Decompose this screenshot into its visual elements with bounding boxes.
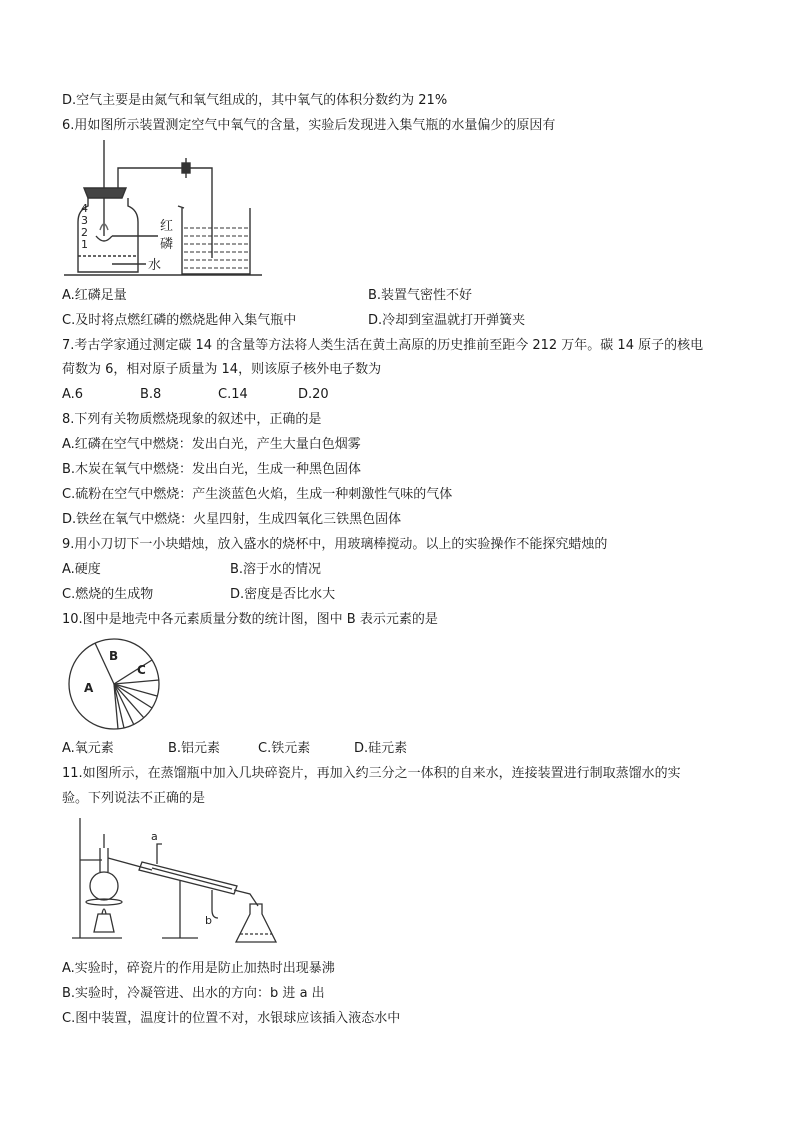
q6-scale-1: 1 — [81, 238, 88, 251]
q11-label-a: a — [151, 830, 158, 843]
q10-option-a: A.氧元素 — [62, 741, 114, 756]
q9-stem: 9.用小刀切下一小块蜡烛，放入盛水的烧杯中，用玻璃棒搅动。以上的实验操作不能探究蜡烛的 — [62, 537, 608, 552]
q6-option-c: C.及时将点燃红磷的燃烧匙伸入集气瓶中 — [62, 313, 297, 328]
q7-stem-line-2: 荷数为 6，相对原子质量为 14，则该原子核外电子数为 — [62, 362, 382, 377]
q11-stem-line-2: 验。下列说法不正确的是 — [62, 791, 206, 806]
q11-option-b: B.实验时，冷凝管进、出水的方向：b 进 a 出 — [62, 986, 325, 1001]
q11-distillation-figure — [62, 814, 282, 948]
q6-label-phosphorus: 磷 — [160, 237, 174, 252]
q9-option-c: C.燃烧的生成物 — [62, 587, 154, 602]
q10-option-c: C.铁元素 — [258, 741, 311, 756]
q10-pie-divider-bc — [114, 660, 152, 684]
q8-stem: 8.下列有关物质燃烧现象的叙述中，正确的是 — [62, 412, 322, 427]
q6-option-b: B.装置气密性不好 — [368, 288, 473, 303]
q6-label-red: 红 — [160, 219, 174, 234]
q6-apparatus-figure — [62, 138, 267, 280]
q6-beaker-water — [184, 228, 248, 268]
q10-pie-label-b: B — [109, 649, 119, 663]
q7-option-a: A.6 — [62, 387, 84, 402]
q8-option-b: B.木炭在氧气中燃烧：发出白光，生成一种黑色固体 — [62, 462, 362, 477]
q10-option-b: B.铝元素 — [168, 741, 221, 756]
q9-option-d: D.密度是否比水大 — [230, 587, 336, 602]
q11-condenser-port-a — [157, 844, 162, 864]
q6-rubber-stopper — [84, 188, 126, 198]
q8-option-c: C.硫粉在空气中燃烧：产生淡蓝色火焰，生成一种刺激性气味的气体 — [62, 487, 453, 502]
q11-receiving-flask — [236, 904, 276, 942]
q10-pie-label-a: A — [84, 681, 94, 695]
q10-pie-chart — [66, 636, 162, 732]
q10-option-d: D.硅元素 — [354, 741, 408, 756]
q11-option-c: C.图中装置，温度计的位置不对，水银球应该插入液态水中 — [62, 1011, 401, 1026]
q11-stem-line-1: 11.如图所示，在蒸馏瓶中加入几块碎瓷片，再加入约三分之一体积的自来水，连接装置进行制取蒸馏水的实 — [62, 766, 681, 781]
q7-option-b: B.8 — [140, 387, 162, 402]
q6-option-d: D.冷却到室温就打开弹簧夹 — [368, 313, 526, 328]
q8-option-a: A.红磷在空气中燃烧：发出白光，产生大量白色烟雾 — [62, 437, 361, 452]
q6-label-water: 水 — [148, 258, 162, 273]
q6-scale-4: 4 — [81, 202, 88, 215]
q7-stem-line-1: 7.考古学家通过测定碳 14 的含量等方法将人类生活在黄土高原的历史推前至距今 212 万年。碳 14 原子的核电 — [62, 338, 704, 353]
q6-option-a: A.红磷足量 — [62, 288, 127, 303]
q9-option-b: B.溶于水的情况 — [230, 562, 322, 577]
q6-stem: 6.用如图所示装置测定空气中氧气的含量，实验后发现进入集气瓶的水量偏少的原因有 — [62, 118, 556, 133]
q11-distillation-flask — [90, 872, 118, 900]
q6-combustion-spoon — [96, 236, 112, 241]
q6-scale-2: 2 — [81, 226, 88, 239]
q5-option-d: D.空气主要是由氮气和氧气组成的，其中氧气的体积分数约为 21% — [62, 93, 448, 108]
q9-option-a: A.硬度 — [62, 562, 101, 577]
q11-alcohol-lamp — [94, 914, 114, 932]
q8-option-d: D.铁丝在氧气中燃烧：火星四射，生成四氧化三铁黑色固体 — [62, 512, 402, 527]
q6-beaker — [182, 208, 250, 274]
q11-condenser-port-b — [212, 890, 218, 918]
q7-option-c: C.14 — [218, 387, 248, 402]
q10-pie-label-c: C — [137, 663, 146, 677]
q11-label-b: b — [205, 914, 212, 927]
q6-scale-3: 3 — [81, 214, 88, 227]
q7-option-d: D.20 — [298, 387, 329, 402]
q10-stem: 10.图中是地壳中各元素质量分数的统计图，图中 B 表示元素的是 — [62, 612, 438, 627]
q11-option-a: A.实验时，碎瓷片的作用是防止加热时出现暴沸 — [62, 961, 335, 976]
